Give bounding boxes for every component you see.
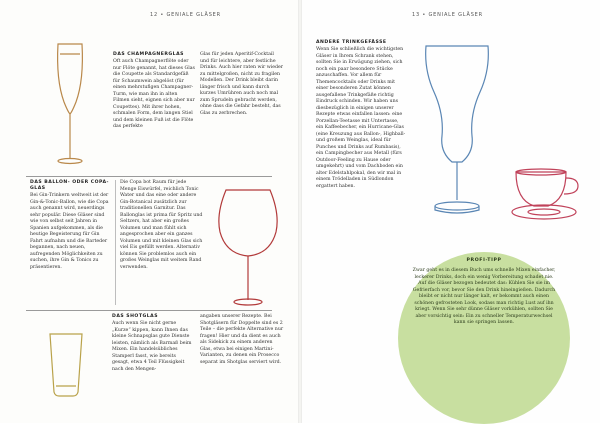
other-vessels-section xyxy=(316,40,406,190)
book-gutter xyxy=(298,0,302,423)
profi-tipp-text: Zwar geht es in diesem Buch ums schnelle Mixen einfacher, leckerer Drinks, doch ein wenig Vorbereitung schadet nie. Auf die Gläser bezogen bedeutet das: Kühlen Sie sie im Gefrierfach vor, bevor Sie den Drink hineingießen. Dadurch bleibt er nicht nur länger kalt, er bekommt auch einen schönen gefrosteten Look, sodass man richtig Lust auf ihn kriegt. Wenn Sie sehr dünne Gläser vorkühlen, sollten Sie aber vorsichtig sein: Ein zu schneller Temperaturwechsel kann sie springen lassen. xyxy=(412,268,556,325)
hurricane-glass-icon xyxy=(412,40,502,225)
champagne-section-col1 xyxy=(113,52,195,131)
champagne-flute-icon xyxy=(40,40,100,170)
shot-section-col2 xyxy=(200,314,284,366)
champagne-heading: DAS CHAMPAGNERGLAS xyxy=(113,52,184,57)
column-divider-1 xyxy=(115,180,116,305)
shot-heading: DAS SHOTGLAS xyxy=(112,314,159,319)
ballon-text-1: Bei Gin-Trinkern weltweit ist der Gin-&-Tonic-Ballon, wie die Copa auch genannt wird, neuerdings sehr populär. Diese Gläser sind wie von selbst seit Jahren in Spanien aufgekommen, als die heutige Begeisterung für Gin Fahrt aufnahm und die Barteder begannen, nach neuen, aufregenden Möglichkeiten zu suchen, ihre Gin & Tonics zu präsentieren. xyxy=(30,193,109,270)
section-divider-1 xyxy=(26,176,272,177)
shot-text-1: Auch wenn Sie nicht gerne „Kurze“ kippen, kann Ihnen das kleine Schnapsglas gute Dienste leisten, nämlich als Barmaß beim Mixen. Ein handelsübliches Stamperl fasst, wie bereits gesagt, etwa 4 Teil Flüssigkeit nach den Mengen- xyxy=(112,321,192,372)
running-header-left: 12 • GENIALE GLÄSER xyxy=(150,12,221,18)
champagne-section-col2 xyxy=(200,52,284,117)
champagne-text-2: Glas für jeden Aperitif-Cocktail und für leichtere, aber festliche Drinks. Auch hier raten wir wieder zu mittelgroßen, nicht zu fragilen Modellen. Der Drink bleibt darin länger frisch und kann durch kurzes Umrühren auch noch mal zum Sprudeln gebracht werden, ohne dass die Gefahr besteht, das Glas zu zerbrechen. xyxy=(200,52,284,116)
ballon-text-2: Die Copa bot Raum für jede Menge Eiswürfel, reichlich Tonic Water und das eine oder andere Gin-Botanical zusätzlich zur traditionellen Garnitur. Das Ballonglas ist prima für Spritz und Seltzers, hat aber ein großes Volumen und man fühlt sich angesprochen aber ein ganzes Volumen und mit kleinen Glas sich viel Eis gefüllt werden. Alternativ können Sie problemlos auch ein großes Weinglas mit weitem Rand verwenden. xyxy=(120,180,203,270)
ballon-heading: DAS BALLON- ODER COPA-GLAS xyxy=(30,180,109,191)
profi-tipp-title: PROFI-TIPP xyxy=(466,258,502,263)
other-vessels-text: Wenn Sie schließlich die wichtigsten Gläser in Ihrem Schrank stehen, sollten Sie in Erwägung ziehen, sich noch ein paar besondere Stücke anzuschaffen. Vor allem für Themencocktails oder Drinks mit einer besonderen Zutat können ausgefallene Trinkgefäße richtig Eindruck schinden. Wir haben uns diesbezüglich in einigen unserer Rezepte etwas einfallen lassen: eine Porzellan-Teetasse mit Untertasse, ein Kaffeebecher, ein Hurricane-Glas (eine Kreuzung aus Ballon-, Highball- und großem Weinglas, ideal für Punches und Drinks auf Rumbasis), ein Campingbecher aus Metall (fürs Outdoor-Feeling zu Hause oder umgekehrt) und vom Dachboden ein alter Edelstahlpokal, den wir mal in einem Trödelladen in Südlondon ergattert haben. xyxy=(316,47,406,189)
shot-glass-icon xyxy=(44,330,88,400)
balloon-glass-icon xyxy=(212,184,284,309)
teacup-icon xyxy=(508,160,594,226)
ballon-section-col2 xyxy=(120,180,204,271)
running-header-right: 13 • GENIALE GLÄSER xyxy=(412,12,483,18)
section-divider-2 xyxy=(26,310,272,311)
shot-text-2: angaben unserer Rezepte. Bei Shotgläsern für Doppelte sind es 2 Teile – die perfekte Alternative nur fragen! Hier und da dient es auch als Sidekick zu einem anderen Glas, etwa bei einigen Martini-Varianten, zu denen ein Prosecco separat im Shotglas serviert wird. xyxy=(200,314,284,365)
ballon-section-col1 xyxy=(30,180,110,271)
champagne-text-1: Oft auch Champagnerflöte oder nur Flöte genannt, hat dieses Glas die Coupette als Standardgefäß für Schaumwein abgelöst (für einen mehrstufigen Champagner-Turm, wie man ihn in alten Filmen sieht, eignen sich aber nur Coupettes). Mit ihrer hohen, schmalen Form, dem langen Stiel und dem kleinen Fuß ist die Flöte das perfekte xyxy=(113,59,195,129)
shot-section-col1 xyxy=(112,314,194,373)
other-vessels-heading: ANDERE TRINKGEFÄSSE xyxy=(316,40,387,45)
